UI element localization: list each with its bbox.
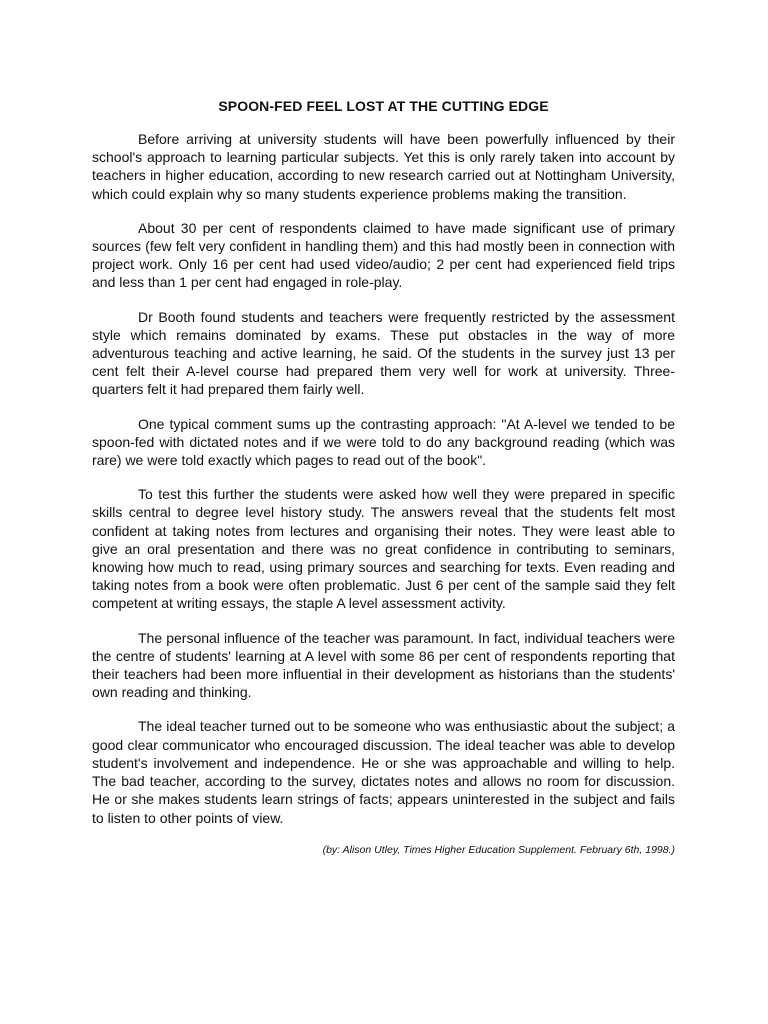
document-page xyxy=(92,96,675,857)
paragraph-4: One typical comment sums up the contrasting approach: "At A-level we tended to be spoon-fed with dictated notes and if we were told to do any background reading (which was rare) we were told exactly which pages to read out of the book". xyxy=(92,415,675,469)
paragraph-1: Before arriving at university students will have been powerfully influenced by their school's approach to learning particular subjects. Yet this is only rarely taken into account by teachers in higher education, according to new research carried out at Nottingham University, which could explain why so many students experience problems making the transition. xyxy=(92,131,675,202)
paragraph-2: About 30 per cent of respondents claimed to have made significant use of primary sources (few felt very confident in handling them) and this had mostly been in connection with project work. Only 16 per cent had used video/audio; 2 per cent had experienced field trips and less than 1 per cent had engaged in role-play. xyxy=(92,219,675,291)
article-title: SPOON-FED FEEL LOST AT THE CUTTING EDGE xyxy=(218,98,549,114)
paragraph-5: To test this further the students were asked how well they were prepared in specific skills central to degree level history study. The answers reveal that the students felt most confident at taking notes from lectures and organising their notes. They were least able to give an oral presentation and there was no great confidence in contributing to seminars, knowing how much to read, using primary sources and searching for texts. Even reading and taking notes from a book were often problematic. Just 6 per cent of the sample said they felt competent at writing essays, the staple A level assessment activity. xyxy=(92,486,675,612)
paragraph-3: Dr Booth found students and teachers were frequently restricted by the assessment style which remains dominated by exams. These put obstacles in the way of more adventurous teaching and active learning, he said. Of the students in the survey just 13 per cent felt their A-level course had prepared them very well for work at university. Three-quarters felt it had prepared them fairly well. xyxy=(92,308,675,398)
source-citation: (by: Alison Utley, Times Higher Education Supplement. February 6th, 1998.) xyxy=(322,843,675,856)
paragraph-7: The ideal teacher turned out to be someone who was enthusiastic about the subject; a good clear communicator who encouraged discussion. The ideal teacher was able to develop student's involvement and independence. He or she was approachable and willing to help. The bad teacher, according to the survey, dictates notes and allows no room for discussion. He or she makes students learn strings of facts; appears uninterested in the subject and fails to listen to other points of view. xyxy=(92,718,675,826)
paragraph-6: The personal influence of the teacher was paramount. In fact, individual teachers were the centre of students' learning at A level with some 86 per cent of respondents reporting that their teachers had been more influential in their development as historians than the students' own reading and thinking. xyxy=(92,629,675,701)
